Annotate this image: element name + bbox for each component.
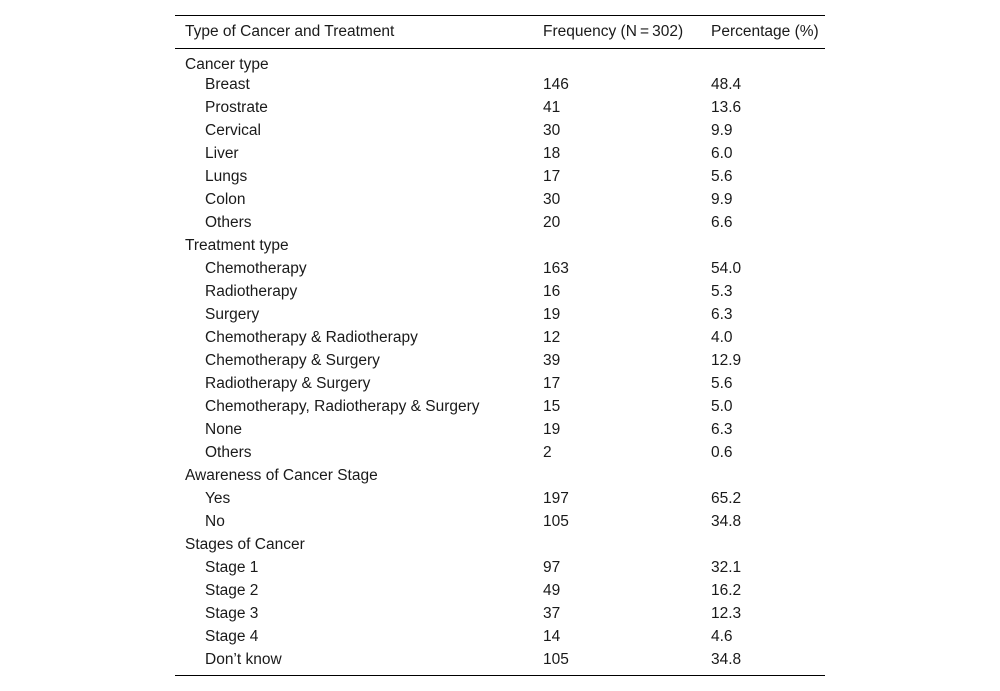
table-row: [175, 580, 825, 603]
frequency-cell: 19: [543, 306, 561, 323]
frequency-cell: 18: [543, 145, 561, 162]
group-label: Treatment type: [185, 237, 289, 254]
row-label: Chemotherapy: [205, 260, 307, 277]
table-header-row: [175, 16, 825, 49]
frequency-cell: 105: [543, 513, 569, 530]
row-label: Cervical: [205, 122, 261, 139]
table-group-row: [175, 534, 825, 557]
frequency-cell: 163: [543, 260, 569, 277]
percentage-cell: 12.3: [711, 605, 742, 622]
frequency-cell: 49: [543, 582, 561, 599]
row-label: Stage 2: [205, 582, 259, 599]
row-label: Stage 1: [205, 559, 259, 576]
table-row: [175, 212, 825, 235]
row-label: Others: [205, 214, 252, 231]
percentage-cell: 48.4: [711, 76, 742, 93]
cancer-treatment-table-container: [175, 15, 825, 676]
row-label: Radiotherapy & Surgery: [205, 375, 371, 392]
table-group-row: [175, 465, 825, 488]
frequency-cell: [533, 49, 701, 74]
frequency-cell: 197: [543, 490, 569, 507]
percentage-cell: 5.6: [711, 168, 733, 185]
table-row: [175, 97, 825, 120]
frequency-cell: 30: [543, 122, 561, 139]
table-row: [175, 258, 825, 281]
percentage-cell: [701, 235, 825, 258]
row-label: Lungs: [205, 168, 248, 185]
percentage-cell: 32.1: [711, 559, 742, 576]
table-body: [175, 49, 825, 676]
percentage-cell: 5.0: [711, 398, 733, 415]
table-row: [175, 120, 825, 143]
percentage-cell: 54.0: [711, 260, 742, 277]
row-label: Breast: [205, 76, 250, 93]
row-label: Liver: [205, 145, 239, 162]
frequency-cell: 17: [543, 375, 561, 392]
row-label: Chemotherapy & Surgery: [205, 352, 380, 369]
percentage-cell: 12.9: [711, 352, 742, 369]
frequency-cell: 41: [543, 99, 561, 116]
header-frequency: Frequency (N = 302): [543, 23, 684, 40]
percentage-cell: 6.0: [711, 145, 733, 162]
percentage-cell: 65.2: [711, 490, 742, 507]
percentage-cell: [701, 465, 825, 488]
frequency-cell: 37: [543, 605, 561, 622]
percentage-cell: 5.3: [711, 283, 733, 300]
frequency-cell: 14: [543, 628, 561, 645]
frequency-cell: 16: [543, 283, 561, 300]
row-label: Stage 4: [205, 628, 259, 645]
percentage-cell: 6.3: [711, 306, 733, 323]
table-row: [175, 442, 825, 465]
row-label: Stage 3: [205, 605, 259, 622]
row-label: Surgery: [205, 306, 260, 323]
table-row: [175, 304, 825, 327]
percentage-cell: 9.9: [711, 122, 733, 139]
row-label: Colon: [205, 191, 246, 208]
table-row: [175, 327, 825, 350]
percentage-cell: 34.8: [711, 650, 742, 668]
frequency-cell: 97: [543, 559, 561, 576]
frequency-cell: [533, 465, 701, 488]
table-group-row: [175, 49, 825, 74]
table-row: [175, 511, 825, 534]
table-row: [175, 396, 825, 419]
frequency-cell: 30: [543, 191, 561, 208]
frequency-cell: 20: [543, 214, 561, 231]
percentage-cell: 6.3: [711, 421, 733, 438]
table-row: [175, 488, 825, 511]
percentage-cell: 4.6: [711, 628, 733, 645]
percentage-cell: 0.6: [711, 444, 733, 461]
frequency-cell: 105: [543, 650, 569, 668]
table-row: [175, 557, 825, 580]
percentage-cell: 9.9: [711, 191, 733, 208]
table-row: [175, 189, 825, 212]
row-label: Radiotherapy: [205, 283, 298, 300]
group-label: Awareness of Cancer Stage: [185, 467, 378, 484]
table-row: [175, 649, 825, 676]
percentage-cell: [701, 49, 825, 74]
percentage-cell: 4.0: [711, 329, 733, 346]
percentage-cell: 5.6: [711, 375, 733, 392]
row-label: Chemotherapy, Radiotherapy & Surgery: [205, 398, 480, 415]
frequency-cell: 2: [543, 444, 552, 461]
frequency-cell: 17: [543, 168, 561, 185]
percentage-cell: 34.8: [711, 513, 742, 530]
header-type: Type of Cancer and Treatment: [185, 23, 395, 40]
frequency-cell: 146: [543, 76, 569, 93]
row-label: Prostrate: [205, 99, 268, 116]
table-row: [175, 419, 825, 442]
table-group-row: [175, 235, 825, 258]
percentage-cell: [701, 534, 825, 557]
frequency-cell: [533, 235, 701, 258]
table-row: [175, 626, 825, 649]
percentage-cell: 13.6: [711, 99, 742, 116]
cancer-treatment-table: [175, 15, 825, 676]
header-percentage: Percentage (%): [711, 23, 819, 40]
frequency-cell: 15: [543, 398, 561, 415]
group-label: Cancer type: [185, 55, 269, 73]
row-label: No: [205, 513, 225, 530]
table-row: [175, 350, 825, 373]
frequency-cell: [533, 534, 701, 557]
row-label: Yes: [205, 490, 231, 507]
percentage-cell: 16.2: [711, 582, 742, 599]
table-row: [175, 281, 825, 304]
row-label: Others: [205, 444, 252, 461]
frequency-cell: 39: [543, 352, 561, 369]
percentage-cell: 6.6: [711, 214, 733, 231]
frequency-cell: 12: [543, 329, 561, 346]
table-row: [175, 373, 825, 396]
row-label: Don’t know: [205, 650, 282, 668]
row-label: None: [205, 421, 243, 438]
table-row: [175, 603, 825, 626]
row-label: Chemotherapy & Radiotherapy: [205, 329, 418, 346]
frequency-cell: 19: [543, 421, 561, 438]
table-row: [175, 143, 825, 166]
group-label: Stages of Cancer: [185, 536, 305, 553]
table-row: [175, 74, 825, 97]
table-row: [175, 166, 825, 189]
